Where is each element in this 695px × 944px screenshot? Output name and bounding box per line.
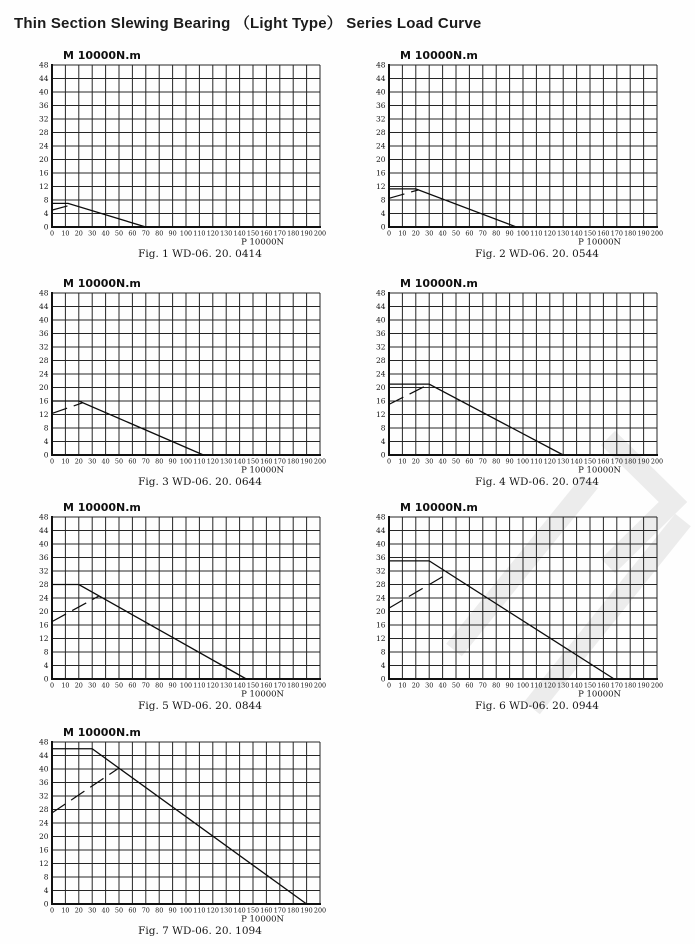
x-tick-label: 80 xyxy=(155,457,164,466)
chart-canvas xyxy=(365,47,673,263)
x-axis-unit-label: P 10000N xyxy=(241,914,284,925)
figure-caption: Fig. 4 WD-06. 20. 0744 xyxy=(475,476,599,488)
y-tick-label: 44 xyxy=(38,526,49,536)
y-tick-label: 40 xyxy=(38,315,49,325)
chart-canvas xyxy=(28,275,336,491)
x-tick-label: 70 xyxy=(478,229,487,238)
x-tick-label: 0 xyxy=(49,229,55,238)
x-tick-label: 90 xyxy=(168,457,177,466)
y-tick-label: 12 xyxy=(38,859,49,869)
x-tick-label: 30 xyxy=(425,229,434,238)
x-tick-label: 80 xyxy=(155,229,164,238)
x-tick-label: 110 xyxy=(193,457,206,466)
y-tick-label: 20 xyxy=(38,155,49,165)
x-tick-label: 0 xyxy=(386,229,392,238)
x-tick-label: 100 xyxy=(179,681,193,690)
load-curve-chart-7 xyxy=(28,724,336,940)
y-tick-label: 32 xyxy=(375,342,386,352)
x-tick-label: 30 xyxy=(88,681,97,690)
x-tick-label: 70 xyxy=(141,457,150,466)
y-tick-label: 12 xyxy=(38,634,49,644)
x-tick-label: 130 xyxy=(557,681,570,690)
y-tick-label: 4 xyxy=(43,661,49,671)
y-tick-label: 44 xyxy=(375,302,386,312)
x-tick-label: 60 xyxy=(128,681,137,690)
y-tick-label: 40 xyxy=(38,539,49,549)
x-tick-label: 150 xyxy=(246,681,260,690)
load-curve-chart-4 xyxy=(365,275,673,491)
x-tick-label: 80 xyxy=(492,229,501,238)
y-tick-label: 16 xyxy=(38,620,49,630)
y-tick-label: 20 xyxy=(38,607,49,617)
chart-canvas xyxy=(365,275,673,491)
x-tick-label: 30 xyxy=(88,906,97,915)
y-tick-label: 32 xyxy=(38,114,49,124)
x-tick-label: 60 xyxy=(128,229,137,238)
x-tick-label: 30 xyxy=(88,229,97,238)
secondary-load-curve xyxy=(52,403,83,414)
x-tick-label: 200 xyxy=(650,457,664,466)
y-tick-label: 36 xyxy=(38,553,49,563)
y-tick-label: 28 xyxy=(38,805,49,815)
x-tick-label: 10 xyxy=(398,229,407,238)
x-tick-label: 70 xyxy=(141,906,150,915)
x-tick-label: 120 xyxy=(206,229,219,238)
y-tick-label: 0 xyxy=(380,222,386,232)
x-tick-label: 140 xyxy=(233,906,246,915)
load-curve-chart-6 xyxy=(365,499,673,715)
x-tick-label: 120 xyxy=(206,457,219,466)
x-tick-label: 40 xyxy=(101,681,110,690)
x-tick-label: 20 xyxy=(411,229,420,238)
y-tick-label: 32 xyxy=(38,342,49,352)
x-tick-label: 50 xyxy=(114,906,124,915)
x-tick-label: 70 xyxy=(478,457,487,466)
x-tick-label: 140 xyxy=(570,457,583,466)
x-tick-label: 110 xyxy=(193,906,206,915)
y-tick-label: 24 xyxy=(375,369,386,379)
chart-canvas xyxy=(28,724,336,940)
x-tick-label: 170 xyxy=(610,457,623,466)
x-tick-label: 200 xyxy=(313,229,327,238)
y-tick-label: 8 xyxy=(380,423,386,433)
x-tick-label: 160 xyxy=(597,681,610,690)
y-axis-unit-label: M 10000N.m xyxy=(63,277,141,290)
y-tick-label: 28 xyxy=(38,356,49,366)
chart-canvas xyxy=(28,47,336,263)
y-tick-label: 8 xyxy=(43,872,49,882)
x-tick-label: 70 xyxy=(141,229,150,238)
x-tick-label: 190 xyxy=(637,229,650,238)
y-tick-label: 28 xyxy=(38,128,49,138)
x-tick-label: 10 xyxy=(61,906,70,915)
x-tick-label: 120 xyxy=(206,906,219,915)
x-tick-label: 130 xyxy=(220,229,233,238)
x-tick-label: 180 xyxy=(287,681,300,690)
x-tick-label: 0 xyxy=(49,681,55,690)
x-tick-label: 20 xyxy=(74,681,83,690)
x-tick-label: 160 xyxy=(597,457,610,466)
y-tick-label: 36 xyxy=(375,101,386,111)
x-tick-label: 60 xyxy=(128,906,137,915)
x-tick-label: 90 xyxy=(168,681,177,690)
x-tick-label: 190 xyxy=(300,681,313,690)
x-tick-label: 200 xyxy=(313,681,327,690)
x-tick-label: 170 xyxy=(610,229,623,238)
y-tick-label: 0 xyxy=(43,222,49,232)
x-axis-unit-label: P 10000N xyxy=(241,237,284,248)
x-tick-label: 130 xyxy=(220,906,233,915)
x-tick-label: 90 xyxy=(168,906,177,915)
x-tick-label: 100 xyxy=(179,229,193,238)
x-tick-label: 10 xyxy=(61,681,70,690)
y-tick-label: 0 xyxy=(43,450,49,460)
x-tick-label: 140 xyxy=(233,229,246,238)
x-tick-label: 20 xyxy=(74,457,83,466)
y-tick-label: 24 xyxy=(38,593,49,603)
x-tick-label: 160 xyxy=(260,457,273,466)
figure-caption: Fig. 2 WD-06. 20. 0544 xyxy=(475,248,599,260)
secondary-load-curve xyxy=(52,768,119,813)
page-title: Thin Section Slewing Bearing （Light Type） Series Load Curve xyxy=(14,15,482,32)
x-tick-label: 0 xyxy=(49,906,55,915)
x-tick-label: 110 xyxy=(193,229,206,238)
x-tick-label: 40 xyxy=(101,457,110,466)
secondary-load-curve xyxy=(52,205,72,210)
y-tick-label: 20 xyxy=(38,383,49,393)
x-tick-label: 190 xyxy=(300,906,313,915)
load-curve-chart-5 xyxy=(28,499,336,715)
x-tick-label: 100 xyxy=(516,457,530,466)
x-axis-unit-label: P 10000N xyxy=(578,689,621,700)
x-tick-label: 170 xyxy=(273,229,286,238)
y-tick-label: 0 xyxy=(380,450,386,460)
x-tick-label: 40 xyxy=(438,681,447,690)
y-tick-label: 32 xyxy=(38,791,49,801)
x-axis-unit-label: P 10000N xyxy=(578,237,621,248)
x-tick-label: 0 xyxy=(386,681,392,690)
y-tick-label: 16 xyxy=(375,620,386,630)
y-tick-label: 48 xyxy=(38,737,49,747)
main-load-curve xyxy=(389,384,563,455)
y-tick-label: 24 xyxy=(38,369,49,379)
y-tick-label: 40 xyxy=(375,315,386,325)
x-tick-label: 160 xyxy=(597,229,610,238)
x-tick-label: 180 xyxy=(287,906,300,915)
x-tick-label: 40 xyxy=(101,229,110,238)
x-tick-label: 90 xyxy=(168,229,177,238)
x-tick-label: 180 xyxy=(624,229,637,238)
chart-canvas xyxy=(365,499,673,715)
x-tick-label: 200 xyxy=(650,681,664,690)
x-tick-label: 40 xyxy=(438,229,447,238)
x-tick-label: 200 xyxy=(313,906,327,915)
main-load-curve xyxy=(389,189,516,227)
x-tick-label: 140 xyxy=(233,457,246,466)
load-curve-chart-3 xyxy=(28,275,336,491)
figure-caption: Fig. 7 WD-06. 20. 1094 xyxy=(138,925,262,937)
x-tick-label: 40 xyxy=(101,906,110,915)
x-tick-label: 110 xyxy=(530,229,543,238)
x-tick-label: 140 xyxy=(233,681,246,690)
y-tick-label: 4 xyxy=(380,437,386,447)
y-tick-label: 4 xyxy=(380,661,386,671)
y-tick-label: 32 xyxy=(375,566,386,576)
y-tick-label: 28 xyxy=(38,580,49,590)
y-tick-label: 48 xyxy=(38,512,49,522)
y-tick-label: 4 xyxy=(380,209,386,219)
x-tick-label: 120 xyxy=(206,681,219,690)
x-tick-label: 150 xyxy=(246,906,260,915)
y-tick-label: 20 xyxy=(375,155,386,165)
x-tick-label: 50 xyxy=(114,681,124,690)
x-axis-unit-label: P 10000N xyxy=(241,689,284,700)
x-axis-unit-label: P 10000N xyxy=(578,465,621,476)
main-load-curve xyxy=(52,749,307,904)
x-tick-label: 140 xyxy=(570,229,583,238)
x-tick-label: 190 xyxy=(637,457,650,466)
x-tick-label: 110 xyxy=(530,681,543,690)
x-tick-label: 140 xyxy=(570,681,583,690)
y-tick-label: 8 xyxy=(43,195,49,205)
y-tick-label: 0 xyxy=(43,899,49,909)
x-tick-label: 60 xyxy=(465,681,474,690)
x-tick-label: 160 xyxy=(260,681,273,690)
x-tick-label: 0 xyxy=(386,457,392,466)
x-tick-label: 90 xyxy=(505,457,514,466)
x-tick-label: 50 xyxy=(114,229,124,238)
y-tick-label: 36 xyxy=(38,329,49,339)
x-tick-label: 20 xyxy=(411,681,420,690)
y-axis-unit-label: M 10000N.m xyxy=(400,501,478,514)
x-tick-label: 90 xyxy=(505,229,514,238)
load-curve-chart-2 xyxy=(365,47,673,263)
x-tick-label: 110 xyxy=(530,457,543,466)
x-tick-label: 50 xyxy=(114,457,124,466)
x-tick-label: 130 xyxy=(557,457,570,466)
y-tick-label: 44 xyxy=(38,74,49,84)
x-tick-label: 160 xyxy=(260,229,273,238)
secondary-load-curve xyxy=(389,190,418,198)
x-tick-label: 20 xyxy=(411,457,420,466)
y-tick-label: 44 xyxy=(38,302,49,312)
x-tick-label: 150 xyxy=(583,229,597,238)
y-tick-label: 36 xyxy=(38,778,49,788)
x-tick-label: 130 xyxy=(220,681,233,690)
x-tick-label: 170 xyxy=(610,681,623,690)
y-tick-label: 16 xyxy=(38,845,49,855)
y-tick-label: 12 xyxy=(38,182,49,192)
x-tick-label: 120 xyxy=(543,229,556,238)
x-tick-label: 170 xyxy=(273,906,286,915)
x-tick-label: 120 xyxy=(543,457,556,466)
x-tick-label: 50 xyxy=(451,681,461,690)
y-tick-label: 4 xyxy=(43,209,49,219)
y-tick-label: 44 xyxy=(375,74,386,84)
y-axis-unit-label: M 10000N.m xyxy=(63,501,141,514)
y-tick-label: 36 xyxy=(375,329,386,339)
y-tick-label: 40 xyxy=(38,764,49,774)
y-tick-label: 28 xyxy=(375,580,386,590)
y-axis-unit-label: M 10000N.m xyxy=(63,726,141,739)
y-tick-label: 4 xyxy=(43,437,49,447)
y-tick-label: 48 xyxy=(38,288,49,298)
x-tick-label: 130 xyxy=(220,457,233,466)
x-tick-label: 20 xyxy=(74,229,83,238)
x-tick-label: 180 xyxy=(624,457,637,466)
y-tick-label: 12 xyxy=(375,410,386,420)
y-tick-label: 0 xyxy=(380,674,386,684)
x-tick-label: 10 xyxy=(61,457,70,466)
y-tick-label: 12 xyxy=(375,182,386,192)
y-tick-label: 32 xyxy=(38,566,49,576)
x-tick-label: 70 xyxy=(478,681,487,690)
x-tick-label: 10 xyxy=(61,229,70,238)
x-tick-label: 60 xyxy=(465,229,474,238)
x-tick-label: 30 xyxy=(425,457,434,466)
x-tick-label: 100 xyxy=(179,457,193,466)
x-tick-label: 180 xyxy=(287,229,300,238)
main-load-curve xyxy=(389,561,614,679)
y-tick-label: 28 xyxy=(375,128,386,138)
y-tick-label: 40 xyxy=(375,87,386,97)
y-tick-label: 36 xyxy=(38,101,49,111)
y-axis-unit-label: M 10000N.m xyxy=(400,49,478,62)
y-tick-label: 16 xyxy=(375,168,386,178)
x-tick-label: 30 xyxy=(88,457,97,466)
x-tick-label: 120 xyxy=(543,681,556,690)
figure-caption: Fig. 5 WD-06. 20. 0844 xyxy=(138,700,262,712)
x-tick-label: 80 xyxy=(492,457,501,466)
y-tick-label: 8 xyxy=(380,195,386,205)
y-tick-label: 16 xyxy=(38,168,49,178)
y-tick-label: 24 xyxy=(38,818,49,828)
y-tick-label: 44 xyxy=(38,751,49,761)
y-tick-label: 28 xyxy=(375,356,386,366)
x-tick-label: 150 xyxy=(246,457,260,466)
x-tick-label: 90 xyxy=(505,681,514,690)
x-tick-label: 0 xyxy=(49,457,55,466)
x-tick-label: 180 xyxy=(287,457,300,466)
secondary-load-curve xyxy=(389,574,447,608)
x-tick-label: 150 xyxy=(583,457,597,466)
y-axis-unit-label: M 10000N.m xyxy=(400,277,478,290)
x-tick-label: 50 xyxy=(451,229,461,238)
x-tick-label: 100 xyxy=(179,906,193,915)
x-tick-label: 60 xyxy=(128,457,137,466)
y-tick-label: 40 xyxy=(38,87,49,97)
x-tick-label: 100 xyxy=(516,229,530,238)
x-tick-label: 190 xyxy=(300,229,313,238)
x-tick-label: 150 xyxy=(583,681,597,690)
x-tick-label: 100 xyxy=(516,681,530,690)
y-axis-unit-label: M 10000N.m xyxy=(63,49,141,62)
x-axis-unit-label: P 10000N xyxy=(241,465,284,476)
y-tick-label: 44 xyxy=(375,526,386,536)
y-tick-label: 20 xyxy=(38,832,49,842)
x-tick-label: 200 xyxy=(313,457,327,466)
y-tick-label: 40 xyxy=(375,539,386,549)
y-tick-label: 24 xyxy=(375,141,386,151)
y-tick-label: 48 xyxy=(375,288,386,298)
x-tick-label: 160 xyxy=(260,906,273,915)
x-tick-label: 40 xyxy=(438,457,447,466)
x-tick-label: 170 xyxy=(273,681,286,690)
figure-caption: Fig. 3 WD-06. 20. 0644 xyxy=(138,476,262,488)
load-curve-chart-1 xyxy=(28,47,336,263)
y-tick-label: 12 xyxy=(375,634,386,644)
y-tick-label: 8 xyxy=(43,647,49,657)
x-tick-label: 150 xyxy=(246,229,260,238)
figure-caption: Fig. 1 WD-06. 20. 0414 xyxy=(138,248,262,260)
x-tick-label: 200 xyxy=(650,229,664,238)
x-tick-label: 80 xyxy=(492,681,501,690)
x-tick-label: 20 xyxy=(74,906,83,915)
y-tick-label: 48 xyxy=(375,60,386,70)
y-tick-label: 20 xyxy=(375,607,386,617)
y-tick-label: 0 xyxy=(43,674,49,684)
y-tick-label: 20 xyxy=(375,383,386,393)
x-tick-label: 70 xyxy=(141,681,150,690)
x-tick-label: 60 xyxy=(465,457,474,466)
y-tick-label: 16 xyxy=(375,396,386,406)
chart-canvas xyxy=(28,499,336,715)
x-tick-label: 190 xyxy=(300,457,313,466)
x-tick-label: 30 xyxy=(425,681,434,690)
main-load-curve xyxy=(52,585,246,680)
y-tick-label: 4 xyxy=(43,886,49,896)
y-tick-label: 48 xyxy=(375,512,386,522)
x-tick-label: 190 xyxy=(637,681,650,690)
x-tick-label: 80 xyxy=(155,681,164,690)
y-tick-label: 32 xyxy=(375,114,386,124)
x-tick-label: 110 xyxy=(193,681,206,690)
x-tick-label: 170 xyxy=(273,457,286,466)
y-tick-label: 8 xyxy=(43,423,49,433)
y-tick-label: 48 xyxy=(38,60,49,70)
y-tick-label: 16 xyxy=(38,396,49,406)
x-tick-label: 180 xyxy=(624,681,637,690)
x-tick-label: 80 xyxy=(155,906,164,915)
y-tick-label: 24 xyxy=(375,593,386,603)
y-tick-label: 24 xyxy=(38,141,49,151)
x-tick-label: 50 xyxy=(451,457,461,466)
x-tick-label: 10 xyxy=(398,681,407,690)
y-tick-label: 36 xyxy=(375,553,386,563)
y-tick-label: 8 xyxy=(380,647,386,657)
x-tick-label: 10 xyxy=(398,457,407,466)
x-tick-label: 130 xyxy=(557,229,570,238)
y-tick-label: 12 xyxy=(38,410,49,420)
figure-caption: Fig. 6 WD-06. 20. 0944 xyxy=(475,700,599,712)
